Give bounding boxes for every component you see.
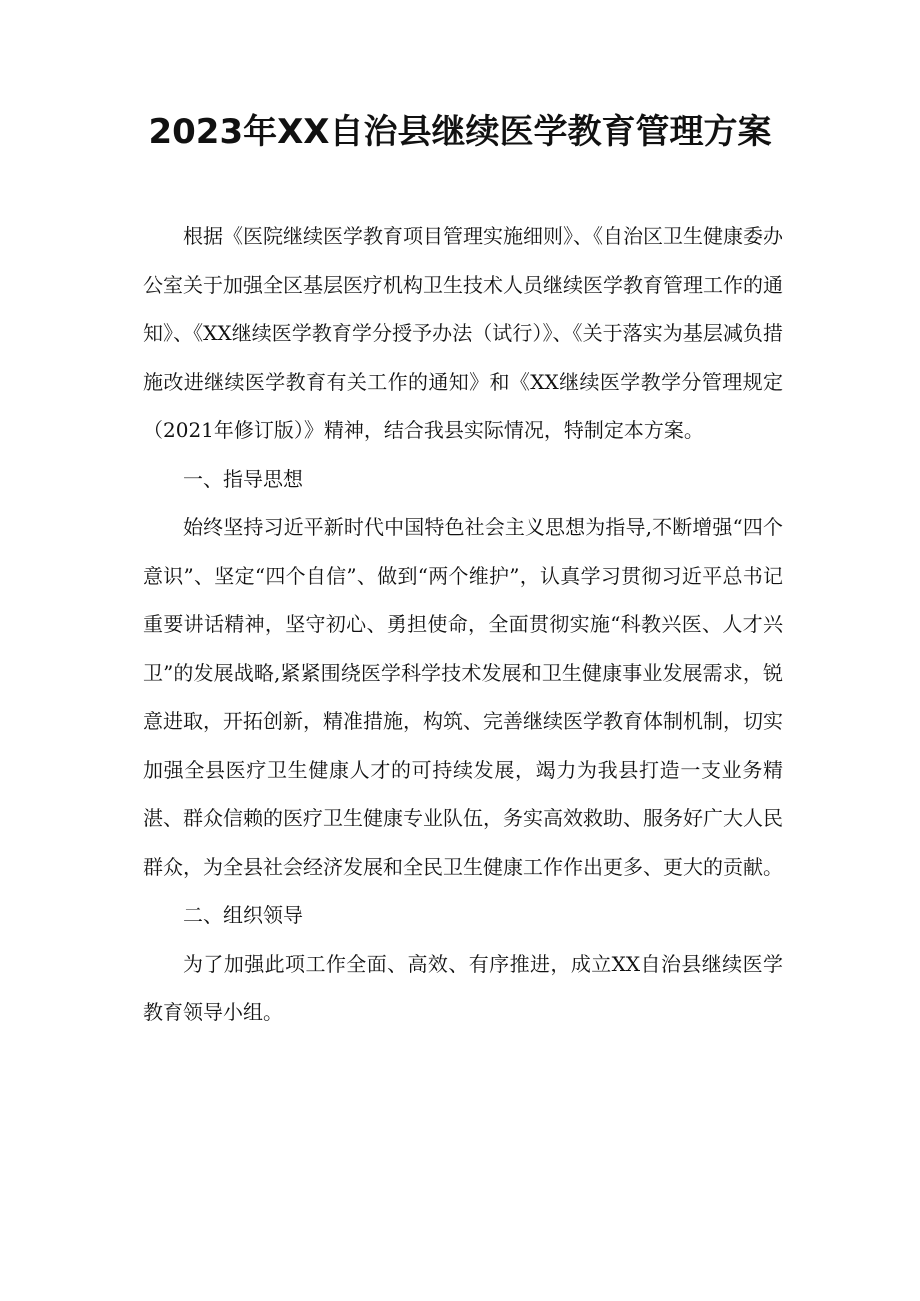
paragraph-basis: 根据《医院继续医学教育项目管理实施细则》、《自治区卫生健康委办公室关于加强全区基层医疗机构卫生技术人员继续医学教育管理工作的通知》、《XX继续医学教育学分授予办法（试行）》、《关于落实为基层减负措施改进继续医学教育有关工作的通知》和《XX继续医学教学分管理规定（2021年修订版）》精神，结合我县实际情况，特制定本方案。 [143,224,783,442]
document-title: 2023年XX自治县继续医学教育管理方案 [148,112,772,152]
section-heading-organization-leadership: 二、组织领导 [183,903,303,927]
document-body [143,212,783,1037]
paragraph-guiding-ideology: 始终坚持习近平新时代中国特色社会主义思想为指导,不断增强“四个意识”、坚定“四个自信”、做到“两个维护”，认真学习贯彻习近平总书记重要讲话精神，坚守初心、勇担使命，全面贯彻实施“科教兴医、人才兴卫”的发展战略,紧紧围绕医学科学技术发展和卫生健康事业发展需求，锐意进取，开拓创新，精准措施，构筑、完善继续医学教育体制机制，切实加强全县医疗卫生健康人才的可持续发展，竭力为我县打造一支业务精湛、群众信赖的医疗卫生健康专业队伍，务实高效救助、服务好广大人民群众，为全县社会经济发展和全民卫生健康工作作出更多、更大的贡献。 [143,515,783,879]
paragraph-organization-leadership: 为了加强此项工作全面、高效、有序推进，成立XX自治县继续医学教育领导小组。 [143,951,783,1024]
section-heading-guiding-ideology: 一、指导思想 [183,466,303,491]
